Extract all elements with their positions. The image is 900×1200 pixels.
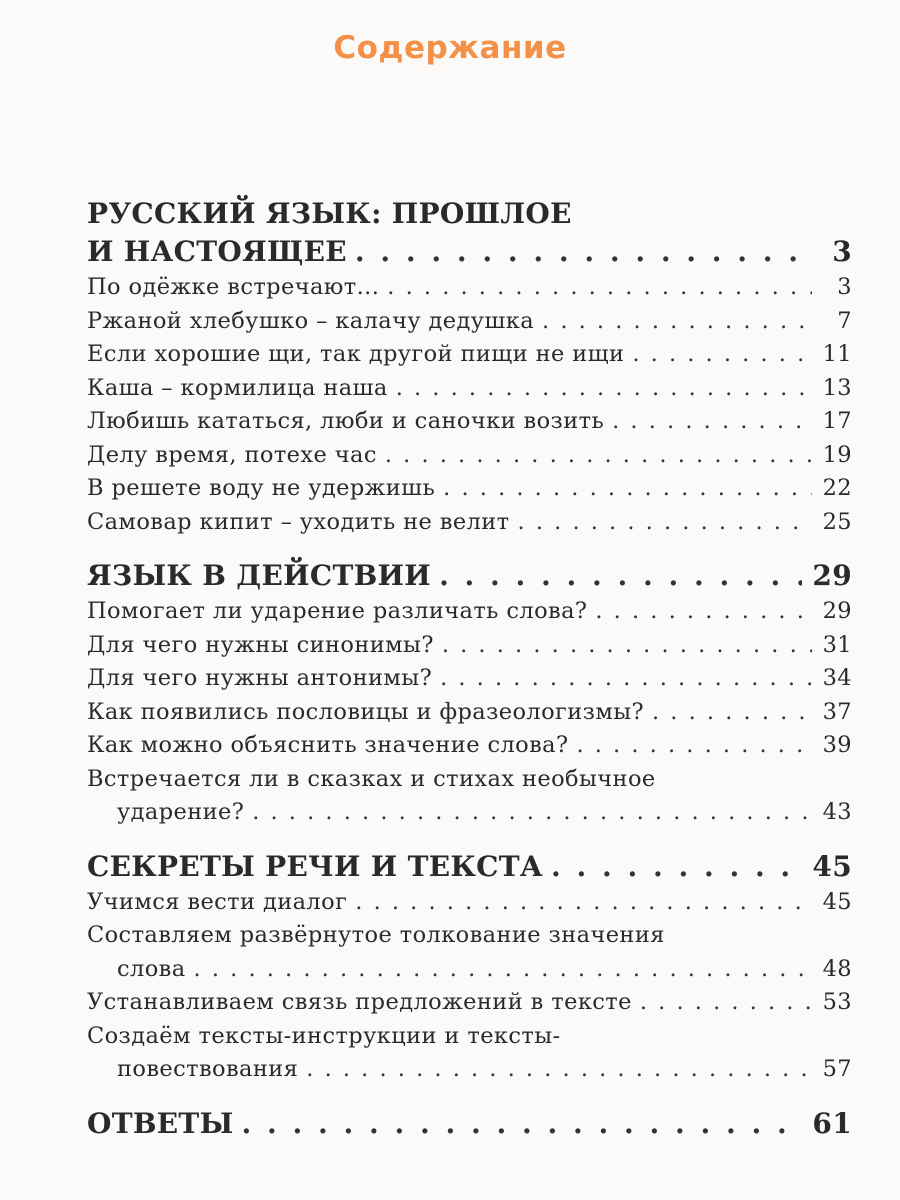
toc-entry[interactable] xyxy=(87,506,852,540)
entry-title: Составляем развёрнутое толкование значения xyxy=(87,922,665,948)
toc-entry[interactable] xyxy=(87,886,852,920)
section-heading-line: И НАСТОЯЩЕЕ xyxy=(87,235,347,268)
toc-entry[interactable] xyxy=(87,305,852,339)
entry-title-continued: повествования xyxy=(117,1056,299,1082)
entry-title: Встречается ли в сказках и стихах необычное xyxy=(87,765,656,792)
toc-entry[interactable] xyxy=(87,986,852,1020)
section-heading[interactable] xyxy=(87,848,852,886)
page-number: 3 xyxy=(837,274,852,300)
page-title: Содержание xyxy=(333,30,567,66)
toc-entry[interactable] xyxy=(87,763,852,830)
page-number: 45 xyxy=(822,888,852,915)
toc-entry[interactable] xyxy=(87,338,852,372)
dot-leader xyxy=(442,629,812,663)
toc-entry[interactable] xyxy=(87,729,852,763)
toc-entry[interactable] xyxy=(87,439,852,473)
dot-leader xyxy=(612,405,812,439)
section-heading[interactable] xyxy=(87,557,852,595)
toc-entry[interactable] xyxy=(87,696,852,730)
entry-title: Делу время, потехе час xyxy=(87,441,377,468)
dot-leader xyxy=(355,886,812,920)
dot-leader xyxy=(595,595,812,629)
dot-leader xyxy=(632,338,812,372)
dot-leader xyxy=(194,953,812,987)
entry-title: Если хорошие щи, так другой пищи не ищи xyxy=(87,341,625,367)
toc-entry[interactable] xyxy=(87,662,852,696)
dot-leader xyxy=(640,986,812,1020)
dot-leader xyxy=(242,1105,803,1143)
section-heading-line: СЕКРЕТЫ РЕЧИ И ТЕКСТА xyxy=(87,849,543,883)
entry-title: Устанавливаем связь предложений в тексте xyxy=(87,989,632,1015)
entry-title: Каша – кормилица наша xyxy=(87,374,388,401)
page-number: 37 xyxy=(822,698,852,725)
page-number: 31 xyxy=(822,631,852,658)
page-number: 22 xyxy=(822,475,852,501)
entry-title: Любишь кататься, люби и саночки возить xyxy=(87,408,605,434)
toc-entry[interactable] xyxy=(87,472,852,506)
section-heading-line: РУССКИЙ ЯЗЫК: ПРОШЛОЕ xyxy=(87,197,572,230)
entry-title: Помогает ли ударение различать слова? xyxy=(87,598,588,624)
dot-leader xyxy=(440,662,812,696)
page-number: 7 xyxy=(837,307,852,334)
page-number: 48 xyxy=(822,955,852,982)
dot-leader xyxy=(387,271,812,305)
table-of-contents xyxy=(87,195,852,1143)
entry-title: Как можно объяснить значение слова? xyxy=(87,732,569,758)
page-number: 43 xyxy=(822,799,852,825)
page-number: 45 xyxy=(812,849,852,883)
dot-leader xyxy=(385,439,812,473)
page-number: 61 xyxy=(812,1106,852,1140)
entry-title: Создаём тексты-инструкции и тексты- xyxy=(87,1022,561,1049)
section-heading-line: ОТВЕТЫ xyxy=(87,1106,234,1140)
page-number: 29 xyxy=(812,559,852,592)
dot-leader xyxy=(306,1053,812,1087)
entry-title: В решете воду не удержишь xyxy=(87,475,436,501)
page-number: 19 xyxy=(822,441,852,468)
dot-leader xyxy=(396,372,812,406)
page-number: 53 xyxy=(822,989,852,1015)
page-number: 29 xyxy=(822,598,852,624)
toc-entry[interactable] xyxy=(87,595,852,629)
toc-entry[interactable] xyxy=(87,919,852,986)
toc-entry[interactable] xyxy=(87,405,852,439)
entry-title: Самовар кипит – уходить не велит xyxy=(87,508,510,535)
page-number: 25 xyxy=(822,508,852,535)
page-number: 57 xyxy=(822,1056,852,1082)
page-number: 17 xyxy=(822,408,852,434)
page-number: 11 xyxy=(822,341,852,367)
dot-leader xyxy=(443,472,812,506)
dot-leader xyxy=(439,557,802,595)
dot-leader xyxy=(551,848,802,886)
entry-title-continued: ударение? xyxy=(117,799,245,825)
dot-leader xyxy=(355,233,812,271)
toc-entry[interactable] xyxy=(87,271,852,305)
toc-entry[interactable] xyxy=(87,1020,852,1087)
entry-title: По одёжке встречают... xyxy=(87,274,380,300)
section-heading[interactable] xyxy=(87,1105,852,1143)
entry-title-continued: слова xyxy=(117,955,186,982)
toc-entry[interactable] xyxy=(87,629,852,663)
entry-title: Для чего нужны антонимы? xyxy=(87,665,433,691)
dot-leader xyxy=(576,729,812,763)
page-number: 39 xyxy=(822,732,852,758)
toc-entry[interactable] xyxy=(87,372,852,406)
section-heading[interactable] xyxy=(87,195,852,271)
dot-leader xyxy=(252,796,812,830)
page-number: 34 xyxy=(822,665,852,691)
entry-title: Для чего нужны синонимы? xyxy=(87,631,434,658)
dot-leader xyxy=(518,506,812,540)
dot-leader xyxy=(652,696,812,730)
page-number: 13 xyxy=(822,374,852,401)
dot-leader xyxy=(542,305,812,339)
entry-title: Как появились пословицы и фразеологизмы? xyxy=(87,698,644,725)
entry-title: Ржаной хлебушко – калачу дедушка xyxy=(87,307,535,334)
entry-title: Учимся вести диалог xyxy=(87,888,348,915)
page-number: 3 xyxy=(832,235,852,268)
section-heading-line: ЯЗЫК В ДЕЙСТВИИ xyxy=(87,559,432,592)
